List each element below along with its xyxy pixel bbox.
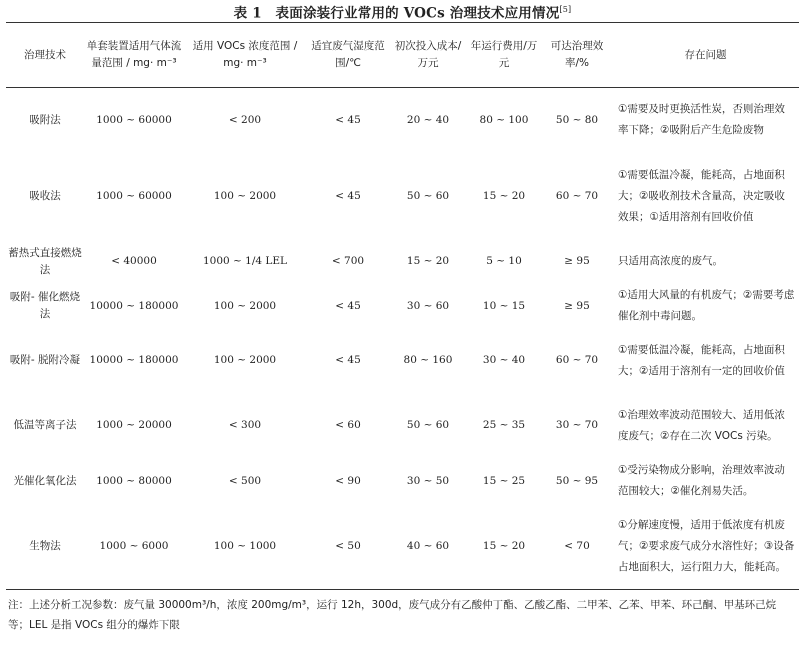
- caption-text: 表 1 表面涂装行业常用的 VOCs 治理技术应用情况: [233, 5, 560, 22]
- cell-flow: 1000 ~ 80000: [96, 474, 172, 487]
- cell-investment: 30 ~ 50: [406, 474, 450, 487]
- table-row: [6, 504, 799, 590]
- cell-annual-cost: 15 ~ 20: [482, 539, 526, 552]
- cell-concentration: 100 ~ 2000: [213, 189, 277, 202]
- table-row: [6, 329, 799, 393]
- cell-efficiency: < 70: [564, 539, 590, 552]
- cell-investment: 40 ~ 60: [406, 539, 450, 552]
- voc-technology-table: [6, 22, 799, 590]
- col-header-technology: 治理技术: [24, 48, 66, 61]
- cell-technology: 光催化氧化法: [13, 474, 77, 487]
- cell-annual-cost: 15 ~ 20: [482, 189, 526, 202]
- table-row: [6, 88, 799, 153]
- cell-flow: 1000 ~ 60000: [96, 189, 172, 202]
- cell-technology: 吸附- 脱附冷凝: [9, 354, 81, 366]
- cell-annual-cost: 10 ~ 15: [482, 299, 526, 312]
- cell-technology: 吸收法: [29, 189, 61, 202]
- cell-efficiency: 60 ~ 70: [555, 354, 599, 366]
- col-header-problems: 存在问题: [684, 48, 727, 61]
- cell-concentration: < 500: [228, 474, 262, 487]
- cell-problems: ①适用大风量的有机废气；②需要考虑催化剂中毒问题。: [618, 289, 795, 322]
- col-header-annual-cost: 年运行费用/万元: [470, 40, 538, 69]
- col-header-efficiency: 可达治理效率/%: [550, 40, 604, 69]
- cell-efficiency: 50 ~ 80: [555, 113, 599, 126]
- cell-annual-cost: 25 ~ 35: [482, 419, 526, 431]
- cell-concentration: 1000 ~ 1/4 LEL: [202, 255, 288, 267]
- cell-efficiency: 50 ~ 95: [555, 474, 599, 487]
- cell-temperature: < 45: [335, 113, 361, 126]
- cell-flow: 10000 ~ 180000: [89, 299, 179, 312]
- cell-temperature: < 45: [335, 189, 361, 202]
- caption-reference: [5]: [559, 5, 572, 14]
- cell-temperature: < 50: [335, 539, 361, 552]
- cell-problems: ①需要及时更换活性炭，否则治理效率下降；②吸附后产生危险废物: [618, 103, 785, 137]
- cell-problems: ①分解速度慢，适用于低浓度有机废气；②要求废气成分水溶性好；③设备占地面积大，运行阻力大，能耗高。: [618, 518, 795, 573]
- table-caption: [6, 0, 799, 22]
- cell-investment: 30 ~ 60: [406, 299, 450, 312]
- table-row: [6, 153, 799, 240]
- cell-annual-cost: 30 ~ 40: [482, 354, 526, 366]
- cell-concentration: 100 ~ 1000: [213, 539, 277, 552]
- cell-problems: ①需要低温冷凝，能耗高，占地面积大；②吸收剂技术含量高，决定吸收效果；①适用溶剂有回收价值: [618, 168, 785, 223]
- table-footnote: 注：上述分析工况参数：废气量 30000m³/h，浓度 200mg/m³，运行 12h，300d，废气成分有乙酸仲丁酯、乙酸乙酯、二甲苯、乙苯、甲苯、环己酮、甲基环己烷等；LEL 是指 VOCs 组分的爆炸下限: [8, 599, 777, 631]
- cell-investment: 20 ~ 40: [406, 113, 450, 126]
- cell-problems: ①治理效率波动范围较大、适用低浓度废气；②存在二次 VOCs 污染。: [618, 408, 785, 442]
- cell-efficiency: 30 ~ 70: [555, 419, 599, 431]
- cell-technology: 吸附法: [29, 113, 61, 126]
- cell-temperature: < 45: [335, 354, 361, 366]
- cell-efficiency: ≥ 95: [564, 299, 590, 312]
- cell-flow: 1000 ~ 6000: [99, 539, 169, 552]
- col-header-concentration: 适用 VOCs 浓度范围 / mg· m⁻³: [192, 40, 298, 69]
- cell-technology: 蓄热式直接燃烧法: [8, 246, 82, 276]
- cell-efficiency: 60 ~ 70: [555, 189, 599, 202]
- cell-investment: 15 ~ 20: [406, 255, 450, 267]
- cell-concentration: 100 ~ 2000: [213, 299, 277, 312]
- table-row: [6, 284, 799, 329]
- cell-flow: 1000 ~ 60000: [96, 113, 172, 126]
- cell-annual-cost: 80 ~ 100: [479, 113, 529, 126]
- cell-investment: 80 ~ 160: [403, 354, 453, 366]
- cell-concentration: < 300: [228, 419, 262, 431]
- cell-investment: 50 ~ 60: [406, 189, 450, 202]
- table-header-row: [6, 23, 799, 88]
- cell-technology: 生物法: [29, 539, 61, 552]
- cell-annual-cost: 5 ~ 10: [486, 255, 522, 267]
- cell-technology: 低温等离子法: [13, 419, 77, 431]
- table-row: [6, 459, 799, 504]
- cell-flow: < 40000: [111, 255, 157, 267]
- table-row: [6, 240, 799, 284]
- col-header-temperature: 适宜废气湿度范围/℃: [311, 40, 385, 69]
- cell-problems: 只适用高浓度的废气。: [618, 255, 723, 267]
- col-header-flow: 单套装置适用气体流量范围 / mg· m⁻³: [86, 40, 182, 69]
- cell-temperature: < 60: [335, 419, 361, 431]
- cell-problems: ①需要低温冷凝，能耗高，占地面积大；②适用于溶剂有一定的回收价值: [618, 343, 785, 377]
- table-row: [6, 393, 799, 459]
- cell-temperature: < 700: [331, 255, 365, 267]
- cell-temperature: < 90: [335, 474, 361, 487]
- cell-temperature: < 45: [335, 299, 361, 312]
- col-header-investment: 初次投入成本/万元: [394, 40, 462, 69]
- cell-efficiency: ≥ 95: [564, 255, 590, 267]
- cell-annual-cost: 15 ~ 25: [482, 474, 526, 487]
- cell-flow: 1000 ~ 20000: [96, 419, 172, 431]
- cell-investment: 50 ~ 60: [406, 419, 450, 431]
- cell-concentration: < 200: [228, 113, 262, 126]
- cell-technology: 吸附- 催化燃烧法: [9, 291, 81, 320]
- cell-problems: ①受污染物成分影响，治理效率波动范围较大；②催化剂易失活。: [618, 464, 785, 497]
- cell-concentration: 100 ~ 2000: [213, 354, 277, 366]
- cell-flow: 10000 ~ 180000: [89, 354, 179, 366]
